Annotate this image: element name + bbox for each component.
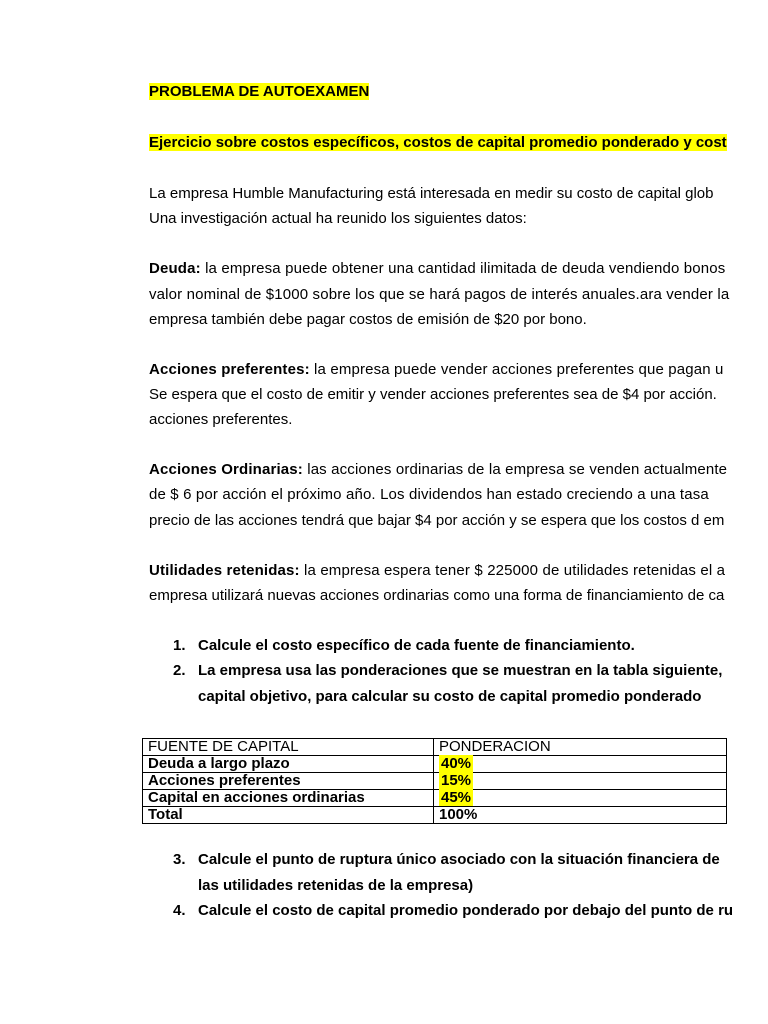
header-source: FUENTE DE CAPITAL <box>143 739 434 756</box>
page-title: PROBLEMA DE AUTOEXAMEN <box>149 83 370 100</box>
deuda-paragraph-line: Deuda: la empresa puede obtener una cantidad ilimitada de deuda vendiendo bonos <box>149 260 726 277</box>
table-row <box>143 756 727 773</box>
exercise-subtitle: Ejercicio sobre costos específicos, costos de capital promedio ponderado y cost <box>149 134 727 151</box>
utilidades-label: Utilidades retenidas: <box>149 562 300 579</box>
row-weight: 15% <box>441 772 472 789</box>
preferentes-line-3: acciones preferentes. <box>149 411 293 428</box>
row-weight-cell <box>434 773 727 790</box>
row-weight: 45% <box>441 789 472 806</box>
total-label: Total <box>143 807 434 824</box>
utilidades-paragraph-line: Utilidades retenidas: la empresa espera tener $ 225000 de utilidades retenidas el a <box>149 562 726 579</box>
ordinarias-line-2: de $ 6 por acción el próximo año. Los dividendos han estado creciendo a una tasa <box>149 486 709 503</box>
deuda-line-2: valor nominal de $1000 sobre los que se hará pagos de interés anuales.ara vender la <box>149 286 730 303</box>
row-source: Acciones preferentes <box>143 773 434 790</box>
utilidades-line-2: empresa utilizará nuevas acciones ordinarias como una forma de financiamiento de ca <box>149 587 725 604</box>
question-3-continued: las utilidades retenidas de la empresa) <box>198 877 474 894</box>
preferentes-line-2: Se espera que el costo de emitir y vender acciones preferentes sea de $4 por acción. <box>149 386 717 403</box>
preferentes-paragraph-line: Acciones preferentes: la empresa puede vender acciones preferentes que pagan u <box>149 361 724 378</box>
row-weight-cell <box>434 756 727 773</box>
ordinarias-line-3: precio de las acciones tendrá que bajar $4 por acción y se espera que los costos d em <box>149 512 725 529</box>
ordinarias-paragraph-line: Acciones Ordinarias: las acciones ordinarias de la empresa se venden actualmente <box>149 461 728 478</box>
capital-weights-table <box>142 738 727 824</box>
ordinarias-label: Acciones Ordinarias: <box>149 461 303 478</box>
table-row <box>143 790 727 807</box>
question-1: 1. Calcule el costo específico de cada fuente de financiamiento. <box>173 637 635 654</box>
deuda-label: Deuda: <box>149 260 201 277</box>
table-row <box>143 773 727 790</box>
row-weight-cell <box>434 790 727 807</box>
total-weight: 100% <box>434 807 727 824</box>
deuda-line-3: empresa también debe pagar costos de emisión de $20 por bono. <box>149 311 587 328</box>
row-weight: 40% <box>441 755 472 772</box>
preferentes-label: Acciones preferentes: <box>149 361 310 378</box>
question-2-continued: capital objetivo, para calcular su costo de capital promedio ponderado <box>198 688 702 705</box>
intro-line-1: La empresa Humble Manufacturing está interesada en medir su costo de capital glob <box>149 185 714 202</box>
question-2: 2. La empresa usa las ponderaciones que se muestran en la tabla siguiente, <box>173 662 723 679</box>
table-header-row <box>143 739 727 756</box>
question-3: 3. Calcule el punto de ruptura único asociado con la situación financiera de <box>173 851 720 868</box>
question-4: 4. Calcule el costo de capital promedio ponderado por debajo del punto de ru <box>173 902 734 919</box>
header-weight: PONDERACION <box>434 739 727 756</box>
row-source: Deuda a largo plazo <box>143 756 434 773</box>
table-total-row <box>143 807 727 824</box>
intro-line-2: Una investigación actual ha reunido los siguientes datos: <box>149 210 527 227</box>
row-source: Capital en acciones ordinarias <box>143 790 434 807</box>
